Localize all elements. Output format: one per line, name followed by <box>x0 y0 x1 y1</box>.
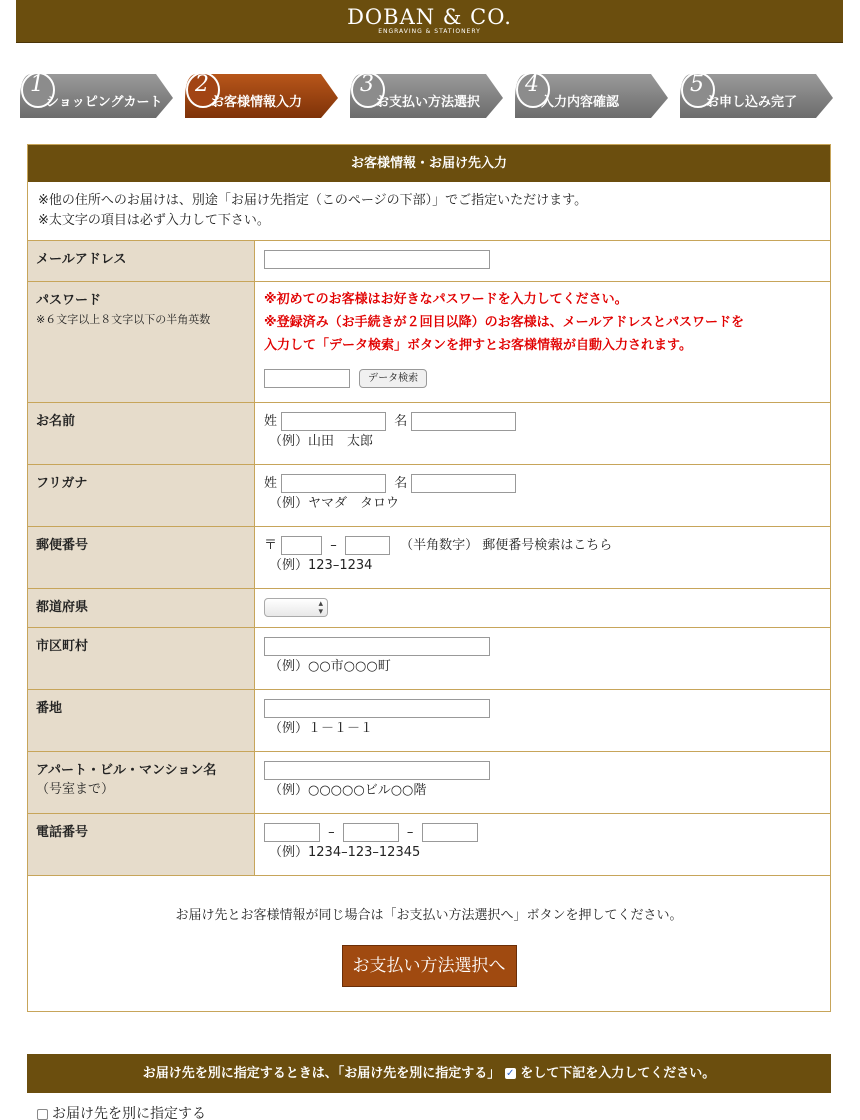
postal-hint: （半角数字） <box>400 538 479 553</box>
last-name-label: 姓 <box>264 414 278 429</box>
form-title: お客様情報・お届け先入力 <box>28 145 830 182</box>
step-label: 入力内容確認 <box>541 95 620 110</box>
same-address-note: お届け先とお客様情報が同じ場合は「お支払い方法選択へ」ボタンを押してください。 <box>175 908 683 923</box>
first-name-label: 名 <box>394 414 408 429</box>
postal-code-first-input[interactable] <box>281 536 322 555</box>
postal-code-second-input[interactable] <box>345 536 390 555</box>
step-label: ショッピングカート <box>46 95 163 110</box>
phone-label: 電話番号 <box>28 814 255 875</box>
step-number: 3 <box>360 72 374 97</box>
email-input[interactable] <box>264 250 490 269</box>
phone-dash: – <box>328 825 335 840</box>
delivery-title-after: をして下記を入力してください。 <box>520 1066 716 1081</box>
name-label: お名前 <box>28 403 255 464</box>
building-sublabel: （号室まで） <box>36 782 115 797</box>
step-label: お支払い方法選択 <box>376 95 481 110</box>
name-example: （例）山田 太郎 <box>269 434 374 449</box>
proceed-to-payment-button[interactable]: お支払い方法選択へ <box>342 945 517 987</box>
brand-tagline: ENGRAVING & STATIONERY <box>378 28 481 35</box>
prefecture-select[interactable] <box>264 598 328 617</box>
note-line: ※太文字の項目は必ず入力して下さい。 <box>38 213 270 228</box>
row-prefecture <box>28 589 830 628</box>
password-sublabel: ※６文字以上８文字以下の半角英数 <box>36 313 211 326</box>
customer-info-form <box>27 144 831 1012</box>
step-shopping-cart <box>16 70 174 120</box>
row-address <box>28 690 830 752</box>
password-note-first: ※初めてのお客様はお好きなパスワードを入力してください。 <box>264 292 628 307</box>
form-notes <box>28 182 830 241</box>
delivery-title-before: お届け先を別に指定するときは、「お届け先を別に指定する」 <box>142 1066 501 1081</box>
building-example: （例）○○○○○ビル○○階 <box>269 783 427 798</box>
row-postal-code <box>28 527 830 589</box>
separate-delivery-option[interactable] <box>37 1103 206 1120</box>
prefecture-label: 都道府県 <box>28 589 255 627</box>
first-name-input[interactable] <box>411 412 516 431</box>
row-city <box>28 628 830 690</box>
separate-delivery-label: お届け先を別に指定する <box>52 1106 206 1120</box>
row-name <box>28 403 830 465</box>
submit-area <box>28 876 830 1011</box>
step-label: お申し込み完了 <box>706 95 798 110</box>
email-label: メールアドレス <box>28 241 255 281</box>
row-furigana <box>28 465 830 527</box>
city-input[interactable] <box>264 637 490 656</box>
phone-third-input[interactable] <box>422 823 478 842</box>
postal-search-link[interactable]: 郵便番号検索はこちら <box>482 538 613 553</box>
phone-second-input[interactable] <box>343 823 399 842</box>
brand-logo[interactable]: DOBAN & CO. <box>347 5 512 29</box>
step-number: 2 <box>195 72 209 97</box>
last-name-input[interactable] <box>281 412 386 431</box>
checkout-steps <box>16 70 846 122</box>
step-number: 4 <box>525 72 539 97</box>
phone-example: （例）1234–123–12345 <box>269 845 421 860</box>
password-note-registered: ※登録済み（お手続きが２回目以降）のお客様は、メールアドレスとパスワードを <box>264 315 744 330</box>
step-customer-info <box>181 70 339 120</box>
select-arrows-icon: ▴ ▾ <box>318 599 323 617</box>
password-input[interactable] <box>264 369 350 388</box>
site-header <box>16 0 843 43</box>
address-label: 番地 <box>28 690 255 751</box>
password-note-registered-cont: 入力して「データ検索」ボタンを押すとお客様情報が自動入力されます。 <box>264 338 692 353</box>
note-line: ※他の住所へのお届けは、別途「お届け先指定（このページの下部）」でご指定いただけます。 <box>38 193 588 208</box>
city-label: 市区町村 <box>28 628 255 689</box>
furigana-label: フリガナ <box>28 465 255 526</box>
building-label: アパート・ビル・マンション名 <box>36 763 217 778</box>
checkbox-checked-icon: ✓ <box>506 1068 515 1079</box>
separate-delivery-checkbox[interactable] <box>37 1109 48 1120</box>
postal-code-label: 郵便番号 <box>28 527 255 588</box>
delivery-section-header <box>27 1054 831 1093</box>
step-number: 5 <box>690 72 704 97</box>
address-example: （例）１－１－１ <box>269 721 374 736</box>
furigana-example: （例）ヤマダ タロウ <box>269 496 400 511</box>
building-input[interactable] <box>264 761 490 780</box>
phone-first-input[interactable] <box>264 823 320 842</box>
address-input[interactable] <box>264 699 490 718</box>
password-label: パスワード <box>36 293 102 308</box>
step-label: お客様情報入力 <box>211 95 303 110</box>
first-name-kana-label: 名 <box>394 476 408 491</box>
phone-dash: – <box>406 825 414 840</box>
first-name-kana-input[interactable] <box>411 474 516 493</box>
last-name-kana-input[interactable] <box>281 474 386 493</box>
row-email <box>28 241 830 282</box>
data-search-button[interactable]: データ検索 <box>359 369 427 388</box>
step-complete <box>676 70 834 120</box>
step-payment-method <box>346 70 504 120</box>
row-password <box>28 282 830 403</box>
step-confirm <box>511 70 669 120</box>
postal-example: （例）123–1234 <box>269 558 373 573</box>
postal-mark: 〒 <box>264 538 278 553</box>
step-number: 1 <box>30 72 44 97</box>
city-example: （例）○○市○○○町 <box>269 659 391 674</box>
row-phone <box>28 814 830 876</box>
postal-dash: – <box>330 538 337 553</box>
row-building <box>28 752 830 814</box>
last-name-kana-label: 姓 <box>264 476 278 491</box>
